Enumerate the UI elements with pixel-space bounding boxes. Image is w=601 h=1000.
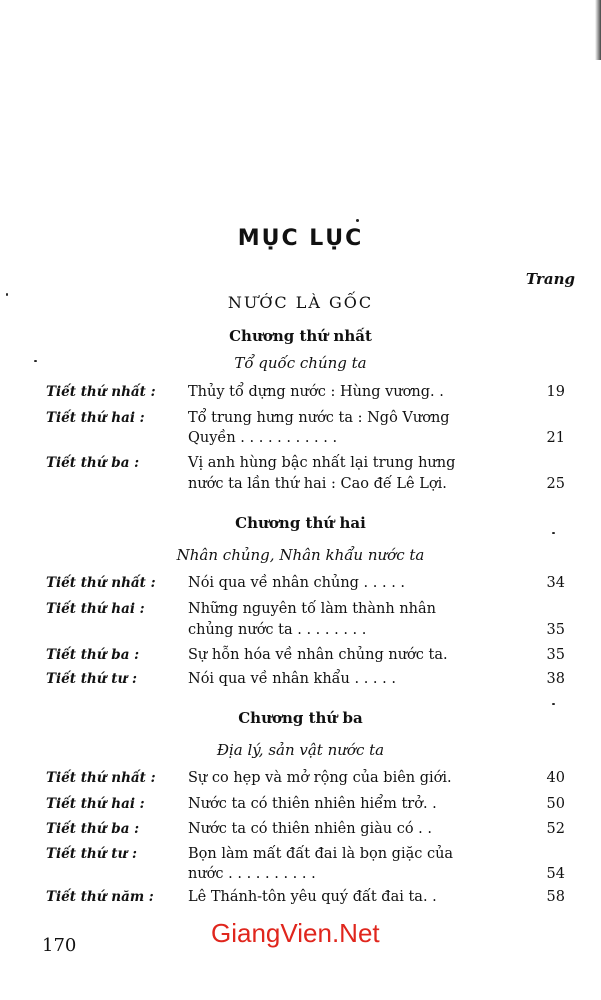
- chapter-subtitle: Tổ quốc chúng ta: [234, 354, 367, 372]
- entry-label: Tiết thứ hai :: [46, 410, 145, 426]
- chapter-title: Chương thứ hai: [235, 514, 366, 532]
- entry-text: Sự hỗn hóa về nhân chủng nước ta.: [188, 647, 448, 663]
- part-title: NƯỚC LÀ GỐC: [227, 293, 374, 312]
- chapter-title: Chương thứ ba: [238, 709, 363, 727]
- entry-text: Tổ trung hưng nước ta : Ngô Vương: [188, 410, 450, 426]
- entry-page-number: 34: [546, 575, 565, 591]
- entry-text: Vị anh hùng bậc nhất lại trung hưng: [188, 455, 456, 471]
- entry-page-number: 54: [546, 866, 565, 882]
- toc-title: MỤC LỤC: [237, 226, 364, 251]
- entry-text-continued: chủng nước ta . . . . . . . .: [188, 622, 367, 638]
- entry-label: Tiết thứ ba :: [46, 647, 140, 663]
- entry-label: Tiết thứ tư :: [46, 846, 137, 862]
- entry-label: Tiết thứ ba :: [46, 455, 140, 471]
- entry-text: Sự co hẹp và mở rộng của biên giới.: [188, 770, 452, 786]
- entry-label: Tiết thứ hai :: [46, 601, 145, 617]
- entry-text: Lê Thánh-tôn yêu quý đất đai ta. .: [188, 889, 437, 905]
- page-number: 170: [42, 935, 77, 956]
- chapter-title: Chương thứ nhất: [229, 327, 372, 345]
- entry-text: Nói qua về nhân khẩu . . . . .: [188, 671, 396, 687]
- entry-label: Tiết thứ nhất :: [46, 575, 156, 591]
- entry-label: Tiết thứ năm :: [46, 889, 154, 905]
- entry-page-number: 19: [546, 384, 565, 400]
- entry-text: Những nguyên tố làm thành nhân: [188, 601, 436, 617]
- entry-text: Bọn làm mất đất đai là bọn giặc của: [188, 846, 454, 862]
- entry-text: Thủy tổ dựng nước : Hùng vương. .: [188, 384, 444, 400]
- scan-speck: [552, 703, 555, 705]
- watermark-text: GiangVien.Net: [211, 918, 380, 948]
- chapter-subtitle: Địa lý, sản vật nước ta: [216, 741, 385, 759]
- entry-text-continued: nước ta lần thứ hai : Cao đế Lê Lợi.: [188, 476, 447, 492]
- entry-page-number: 52: [546, 821, 565, 837]
- entry-text: Nước ta có thiên nhiên hiểm trở. .: [188, 796, 437, 812]
- chapter-subtitle: Nhân chủng, Nhân khẩu nước ta: [176, 546, 425, 564]
- entry-page-number: 21: [546, 430, 565, 446]
- entry-text-continued: Quyền . . . . . . . . . . .: [188, 430, 338, 446]
- entry-label: Tiết thứ nhất :: [46, 384, 156, 400]
- entry-label: Tiết thứ ba :: [46, 821, 140, 837]
- entry-label: Tiết thứ nhất :: [46, 770, 156, 786]
- entry-label: Tiết thứ tư :: [46, 671, 137, 687]
- entry-label: Tiết thứ hai :: [46, 796, 145, 812]
- entry-page-number: 58: [546, 889, 565, 905]
- entry-text: Nói qua về nhân chủng . . . . .: [188, 575, 406, 591]
- entry-page-number: 25: [546, 476, 565, 492]
- entry-text: Nước ta có thiên nhiên giàu có . .: [188, 821, 433, 837]
- scan-edge-mark: [595, 0, 601, 60]
- entry-page-number: 35: [546, 622, 565, 638]
- entry-page-number: 40: [546, 770, 565, 786]
- page-column-heading: Trang: [525, 270, 575, 288]
- scan-speck: [356, 219, 359, 222]
- entry-page-number: 50: [546, 796, 565, 812]
- entry-page-number: 38: [546, 671, 565, 687]
- scan-speck: [552, 532, 555, 534]
- entry-text-continued: nước . . . . . . . . . .: [188, 866, 316, 882]
- entry-page-number: 35: [546, 647, 565, 663]
